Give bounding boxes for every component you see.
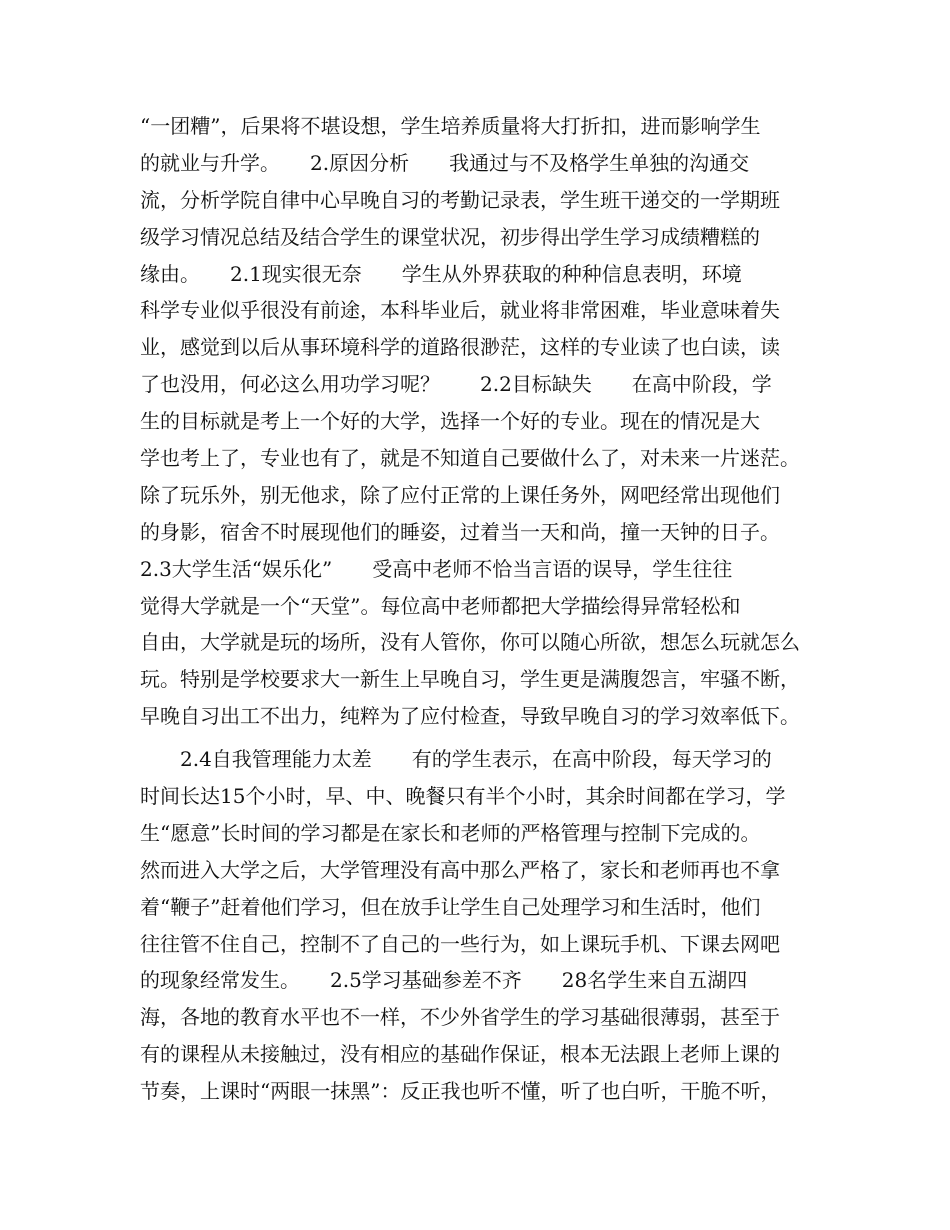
text-line: 海，各地的教育水平也不一样，不少外省学生的学习基础很薄弱，甚至于	[140, 1005, 780, 1030]
text-line: 级学习情况总结及结合学生的课堂状况，初步得出学生学习成绩糟糕的	[140, 224, 760, 249]
text-line: 时间长达15个小时，早、中、晚餐只有半个小时，其余时间都在学习，学	[140, 784, 786, 809]
text-line: 2.3大学生活“娱乐化” 受高中老师不恰当言语的误导，学生往往	[140, 556, 733, 581]
text-line: 生的目标就是考上一个好的大学，选择一个好的专业。现在的情况是大	[140, 409, 760, 434]
text-line: 除了玩乐外，别无他求，除了应付正常的上课任务外，网吧经常出现他们	[140, 482, 780, 507]
text-line: 早晚自习出工不出力，纯粹为了应付检查，导致早晚自习的学习效率低下。	[140, 704, 800, 729]
text-line: 科学专业似乎很没有前途，本科毕业后，就业将非常困难，毕业意味着失	[140, 298, 780, 323]
text-line: 的身影，宿舍不时展现他们的睡姿，过着当一天和尚，撞一天钟的日子。	[140, 519, 780, 544]
text-line: 学也考上了，专业也有了，就是不知道自己要做什么了，对未来一片迷茫。	[140, 446, 800, 471]
text-line: 然而进入大学之后，大学管理没有高中那么严格了，家长和老师再也不拿	[140, 857, 780, 882]
text-line: 了也没用，何必这么用功学习呢？ 2.2目标缺失 在高中阶段，学	[140, 372, 772, 397]
text-line: 流，分析学院自律中心早晚自习的考勤记录表，学生班干递交的一学期班	[140, 187, 780, 212]
text-line: 2.4自我管理能力太差 有的学生表示，在高中阶段，每天学习的	[140, 747, 772, 772]
text-line: 的就业与升学。 2.原因分析 我通过与不及格学生单独的沟通交	[140, 150, 750, 175]
text-line: 业，感觉到以后从事环境科学的道路很渺茫，这样的专业读了也白读，读	[140, 335, 780, 360]
text-line: 着“鞭子”赶着他们学习，但在放手让学生自己处理学习和生活时，他们	[140, 894, 761, 919]
text-line: 觉得大学就是一个“天堂”。每位高中老师都把大学描绘得异常轻松和	[140, 593, 741, 618]
text-line: 生“愿意”长时间的学习都是在家长和老师的严格管理与控制下完成的。	[140, 820, 761, 845]
text-line: 玩。特别是学校要求大一新生上早晚自习，学生更是满腹怨言，牢骚不断，	[140, 667, 800, 692]
text-line: 缘由。 2.1现实很无奈 学生从外界获取的种种信息表明，环境	[140, 261, 742, 286]
text-line: 的现象经常发生。 2.5学习基础参差不齐 28名学生来自五湖四	[140, 968, 748, 993]
text-line: 往往管不住自己，控制不了自己的一些行为，如上课玩手机、下课去网吧	[140, 931, 780, 956]
text-line: 有的课程从未接触过，没有相应的基础作保证，根本无法跟上老师上课的	[140, 1042, 780, 1067]
text-line: “一团糟”，后果将不堪设想，学生培养质量将大打折扣，进而影响学生	[140, 114, 761, 138]
text-line: 自由，大学就是玩的场所，没有人管你，你可以随心所欲，想怎么玩就怎么	[140, 630, 800, 655]
text-line: 节奏，上课时“两眼一抹黑”：反正我也听不懂，听了也白听，干脆不听，	[140, 1079, 781, 1104]
body-text	[140, 108, 820, 1110]
